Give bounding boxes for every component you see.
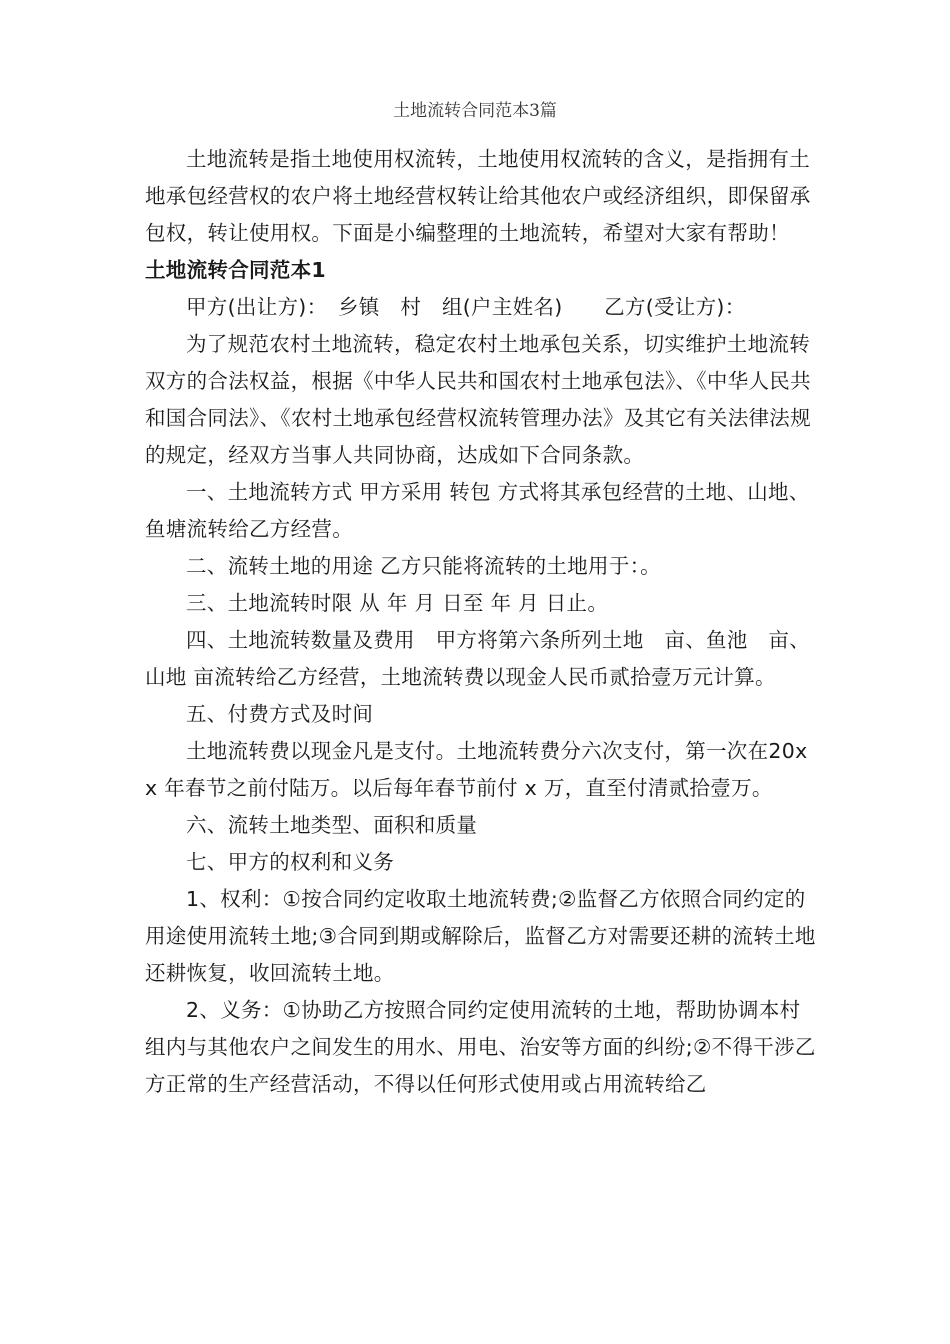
preamble-paragraph: 为了规范农村土地流转，稳定农村土地承包关系，切实维护土地流转双方的合法权益，根据《中华人民共和国农村土地承包法》、《中华人民共和国合同法》、《农村土地承包经营权流转管理办法》及其它有关法律法规的规定，经双方当事人共同协商，达成如下合同条款。 [145, 332, 811, 467]
clause-7-rights-item: 1、权利：①按合同约定收取土地流转费;②监督乙方依照合同约定的用途使用流转土地;③合同到期或解除后，监督乙方对需要还耕的流转土地还耕恢复，收回流转土地。 [145, 887, 816, 985]
clause-3-transfer-term: 三、土地流转时限 从 年 月 日至 年 月 日止。 [186, 591, 609, 615]
clause-2-land-use: 二、流转土地的用途 乙方只能将流转的土地用于：。 [186, 554, 661, 578]
clause-5-payment-detail: 土地流转费以现金凡是支付。土地流转费分六次支付，第一次在20xx 年春节之前付陆万。以后每年春节前付 x 万，直至付清贰拾壹万。 [145, 739, 808, 800]
party-line: 甲方(出让方)： 乡镇 村 组(户主姓名) 乙方(受让方)： [186, 295, 746, 319]
clause-7-obligations-item: 2、义务：①协助乙方按照合同约定使用流转的土地，帮助协调本村组内与其他农户之间发生的用水、用电、治安等方面的纠纷;②不得干涉乙方正常的生产经营活动，不得以任何形式使用或占用流转给乙 [145, 998, 816, 1096]
document-body [145, 141, 817, 1103]
clause-4-quantity-fees: 四、土地流转数量及费用 甲方将第六条所列土地 亩、鱼池 亩、山地 亩流转给乙方经营，土地流转费以现金人民币贰拾壹万元计算。 [145, 628, 810, 689]
document-title: 土地流转合同范本3篇 [393, 101, 557, 121]
section-heading: 土地流转合同范本1 [145, 258, 326, 282]
clause-5-payment-heading: 五、付费方式及时间 [186, 702, 374, 726]
intro-paragraph: 土地流转是指土地使用权流转，土地使用权流转的含义，是指拥有土地承包经营权的农户将土地经营权转让给其他农户或经济组织，即保留承包权，转让使用权。下面是小编整理的土地流转，希望对大家有帮助！ [145, 147, 811, 245]
clause-7-party-a-rights: 七、甲方的权利和义务 [186, 850, 394, 874]
clause-6-land-type: 六、流转土地类型、面积和质量 [186, 813, 478, 837]
clause-1-transfer-method: 一、土地流转方式 甲方采用 转包 方式将其承包经营的土地、山地、鱼塘流转给乙方经营。 [145, 480, 810, 541]
